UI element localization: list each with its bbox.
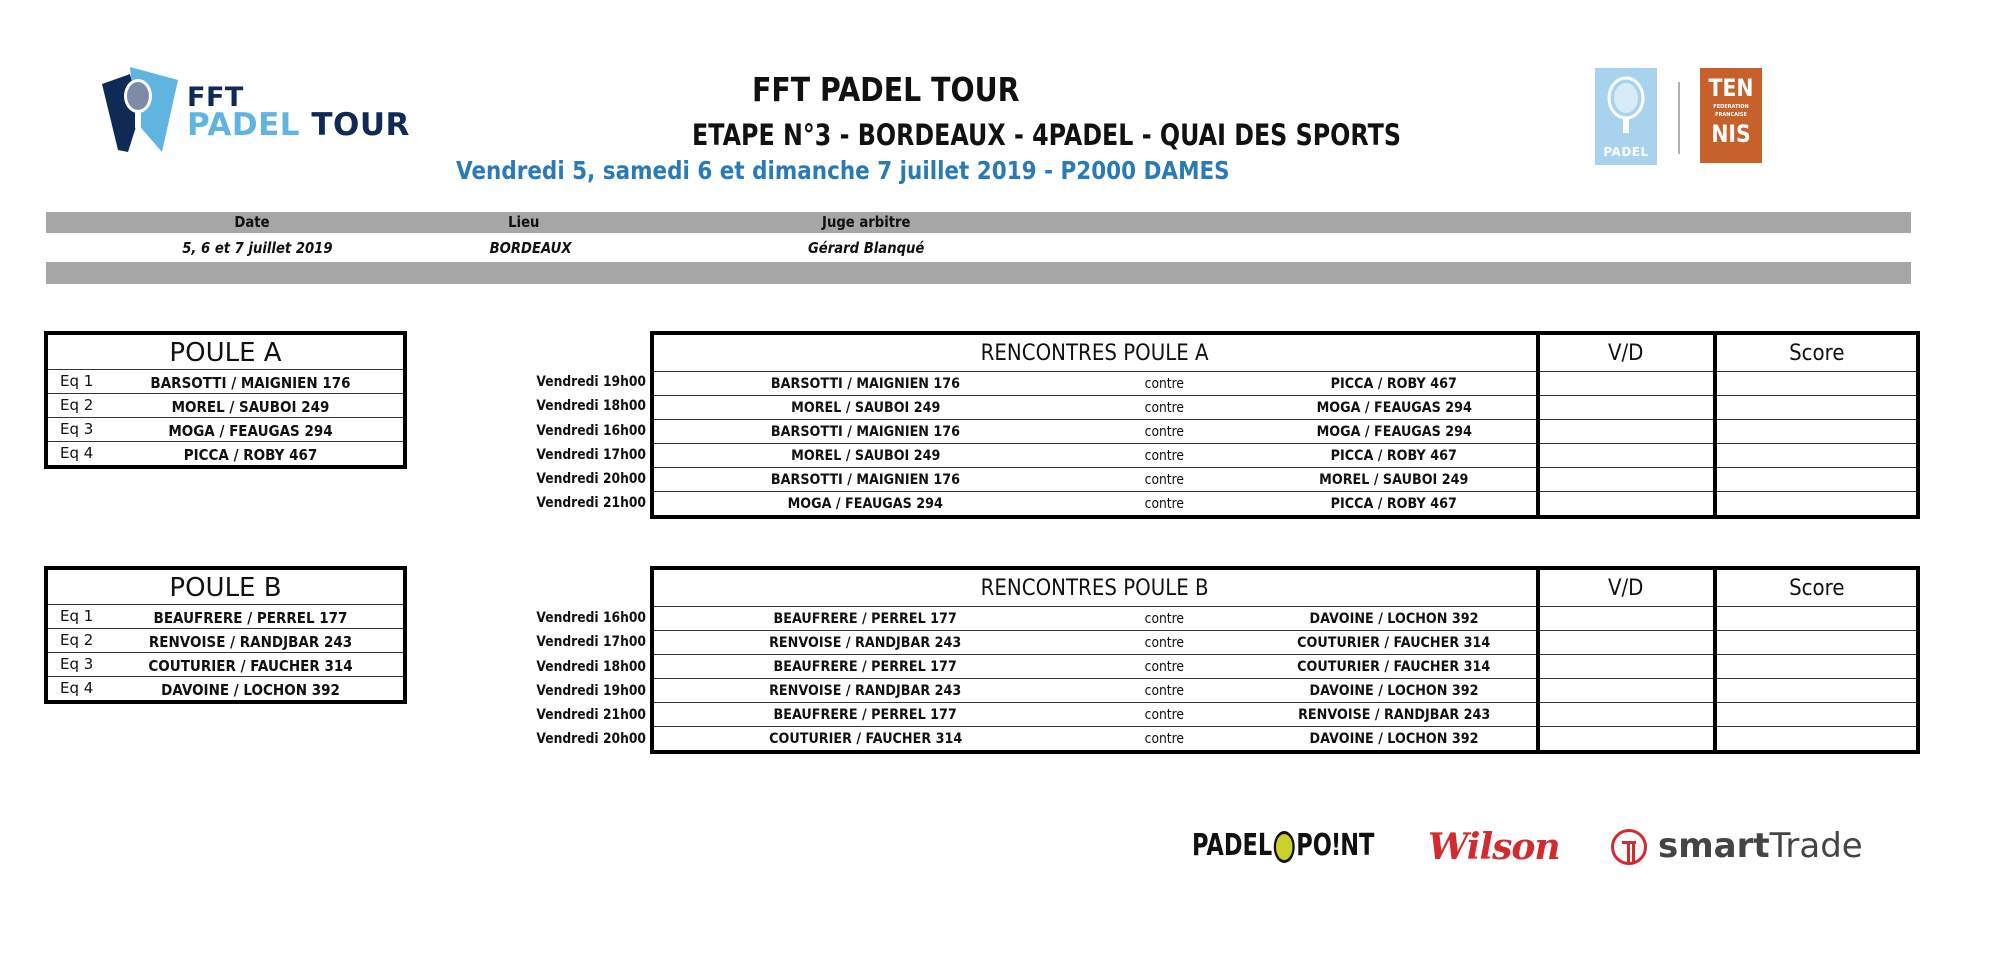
team2-cell: DAVOINE / LOCHON 392 [1309,730,1479,747]
team-name: COUTURIER / FAUCHER 314 [148,657,353,675]
table-row [654,492,1916,516]
match-time: Vendredi 20h00 [536,471,646,488]
score-cell[interactable] [1715,396,1916,420]
event-subtitle: ETAPE N°3 - BORDEAUX - 4PADEL - QUAI DES SPORTS [692,118,1401,152]
poule-b-table [44,566,407,704]
smarttrade-t-icon [1611,829,1647,865]
column-header-score: Score [1715,335,1916,372]
page-title: FFT PADEL TOUR [752,70,1020,109]
team-row [48,418,403,442]
match-time: Vendredi 21h00 [536,495,646,512]
column-header-vd: V/D [1538,570,1715,607]
event-dates: Vendredi 5, samedi 6 et dimanche 7 juillet 2019 - P2000 DAMES [456,156,1230,185]
vd-cell[interactable] [1538,703,1715,727]
match-time: Vendredi 16h00 [536,422,646,439]
match-time: Vendredi 17h00 [536,446,646,463]
poule-a-table [44,331,407,469]
table-row [654,444,1916,468]
info-footer-band [46,262,1911,284]
team1-cell: BEAUFRERE / PERREL 177 [654,655,1077,679]
vd-cell[interactable] [1538,396,1715,420]
poule-a-title: POULE A [48,335,403,370]
padel-racket-icon [1595,72,1657,142]
team-eq: Eq 4 [60,679,94,697]
rencontres-poule-b-table [650,566,1920,754]
versus-cell: contre [1077,420,1253,444]
score-cell[interactable] [1715,492,1916,516]
versus-cell: contre [1077,372,1253,396]
table-row [654,631,1916,655]
match-time: Vendredi 16h00 [536,610,646,626]
padelpoint-text-2: PO [1296,828,1332,863]
team1-cell: BEAUFRERE / PERREL 177 [654,607,1077,631]
fft-padel-tour-logo [100,62,420,157]
score-cell[interactable] [1715,420,1916,444]
table-row [654,607,1916,631]
team-row [48,370,403,394]
poule-b-title: POULE B [48,570,403,605]
score-cell[interactable] [1715,468,1916,492]
team-row [48,605,403,629]
team-eq: Eq 2 [60,396,94,414]
team-row [48,394,403,418]
team-eq: Eq 1 [60,607,94,625]
team-row [48,677,403,700]
match-time: Vendredi 18h00 [536,398,646,415]
team-row [48,442,403,465]
team2-cell: MOGA / FEAUGAS 294 [1253,420,1538,444]
versus-cell: contre [1077,607,1253,631]
score-cell[interactable] [1715,655,1916,679]
fft-logo-bottom: NIS [1711,120,1751,148]
score-cell[interactable] [1715,703,1916,727]
team1-cell: RENVOISE / RANDJBAR 243 [654,631,1077,655]
versus-cell: contre [1077,703,1253,727]
match-time: Vendredi 18h00 [536,658,646,675]
player-icon: ǃ [1331,828,1341,863]
poule-b-match-times [500,606,646,752]
team-eq: Eq 3 [60,655,94,673]
logo-text-padel: PADEL [187,107,301,143]
team-name: RENVOISE / RANDJBAR 243 [148,633,353,651]
table-header-row [654,570,1916,607]
rencontres-title: RENCONTRES POULE B [654,570,1538,607]
score-cell[interactable] [1715,679,1916,703]
team1-cell: MOREL / SAUBOI 249 [654,396,1077,420]
match-time: Vendredi 17h00 [536,634,646,651]
smarttrade-text-bold: smart [1658,826,1770,866]
team-eq: Eq 2 [60,631,94,649]
fft-logo-top: TEN [1708,74,1754,102]
sponsor-smarttrade-logo [1658,826,1863,866]
team2-cell: MOREL / SAUBOI 249 [1253,468,1538,492]
team1-cell: BARSOTTI / MAIGNIEN 176 [654,420,1077,444]
table-header-row [654,335,1916,372]
versus-cell: contre [1077,655,1253,679]
table-row [654,727,1916,751]
vd-cell[interactable] [1538,444,1715,468]
team-name: DAVOINE / LOCHON 392 [161,681,340,699]
versus-cell: contre [1077,396,1253,420]
padel-logo [1595,68,1657,165]
match-time: Vendredi 19h00 [536,682,646,699]
team-name: BEAUFRERE / PERREL 177 [153,609,348,627]
score-cell[interactable] [1715,727,1916,751]
versus-cell: contre [1145,730,1185,747]
vd-cell[interactable] [1538,492,1715,516]
rencontres-title: RENCONTRES POULE A [654,335,1538,372]
team2-cell: DAVOINE / LOCHON 392 [1253,679,1538,703]
versus-cell: contre [1145,495,1185,512]
score-cell[interactable] [1715,444,1916,468]
logo-divider [1678,82,1680,154]
info-header-band [46,212,1911,233]
table-row [654,372,1916,396]
team-name: MOGA / FEAUGAS 294 [168,422,333,440]
padel-ball-icon [1274,831,1295,863]
vd-cell[interactable] [1538,372,1715,396]
table-row [654,420,1916,444]
team1-cell: BARSOTTI / MAIGNIEN 176 [654,468,1077,492]
fft-tennis-logo [1700,68,1762,163]
table-row [654,396,1916,420]
score-cell[interactable] [1715,372,1916,396]
versus-cell: contre [1077,444,1253,468]
logo-text-padel-tour [187,107,410,143]
column-header-vd: V/D [1538,335,1715,372]
team2-cell: MOGA / FEAUGAS 294 [1253,396,1538,420]
fft-logo-mid2: FRANCAISE [1715,112,1747,118]
team1-cell: BARSOTTI / MAIGNIEN 176 [654,372,1077,396]
column-header-score: Score [1715,570,1916,607]
table-row [654,679,1916,703]
versus-cell: contre [1077,679,1253,703]
sponsor-wilson-logo: Wilson [1428,826,1560,868]
padel-racket-logo-icon [100,62,180,157]
vd-cell[interactable] [1538,631,1715,655]
team-eq: Eq 3 [60,420,94,438]
team2-cell: COUTURIER / FAUCHER 314 [1253,655,1538,679]
vd-cell[interactable] [1538,420,1715,444]
padel-logo-label: PADEL [1603,145,1649,159]
team2-cell: PICCA / ROBY 467 [1253,444,1538,468]
team-name: MOREL / SAUBOI 249 [171,398,330,416]
team2-cell: RENVOISE / RANDJBAR 243 [1253,703,1538,727]
info-label-juge: Juge arbitre [822,213,911,231]
team1-cell: COUTURIER / FAUCHER 314 [768,730,962,747]
padelpoint-text-3: NT [1340,828,1375,863]
match-time: Vendredi 19h00 [536,374,646,390]
team-eq: Eq 1 [60,372,94,390]
versus-cell: contre [1077,468,1253,492]
team2-cell: PICCA / ROBY 467 [1253,372,1538,396]
team2-cell: COUTURIER / FAUCHER 314 [1253,631,1538,655]
team-name: PICCA / ROBY 467 [183,446,318,464]
info-value-juge: Gérard Blanqué [807,239,925,257]
team2-cell: DAVOINE / LOCHON 392 [1253,607,1538,631]
team1-cell: BEAUFRERE / PERREL 177 [654,703,1077,727]
sponsor-padelpoint-logo [1192,828,1374,863]
vd-cell[interactable] [1538,679,1715,703]
table-row [654,703,1916,727]
team1-cell: MOREL / SAUBOI 249 [654,444,1077,468]
table-row [654,468,1916,492]
info-value-lieu: BORDEAUX [489,239,572,257]
fft-logo-mid1: FEDERATION [1713,104,1749,110]
team-row [48,653,403,677]
team-row [48,629,403,653]
padelpoint-text-1: PADEL [1192,828,1273,863]
team2-cell: PICCA / ROBY 467 [1331,495,1458,512]
versus-cell: contre [1077,631,1253,655]
vd-cell[interactable] [1538,727,1715,751]
vd-cell[interactable] [1538,468,1715,492]
match-time: Vendredi 20h00 [536,731,646,748]
score-cell[interactable] [1715,631,1916,655]
vd-cell[interactable] [1538,607,1715,631]
logo-text-fft: FFT [187,82,244,113]
info-value-date: 5, 6 et 7 juillet 2019 [182,239,333,257]
poule-a-match-times [500,370,646,516]
logo-text-tour: TOUR [311,107,410,143]
info-label-date: Date [234,213,270,231]
rencontres-poule-a-table [650,331,1920,519]
team1-cell: MOGA / FEAUGAS 294 [787,495,944,512]
match-time: Vendredi 21h00 [536,707,646,724]
team1-cell: RENVOISE / RANDJBAR 243 [654,679,1077,703]
smarttrade-text-light: Trade [1769,826,1863,866]
team-eq: Eq 4 [60,444,94,462]
table-row [654,655,1916,679]
vd-cell[interactable] [1538,655,1715,679]
info-label-lieu: Lieu [508,213,540,231]
team-name: BARSOTTI / MAIGNIEN 176 [150,374,351,392]
score-cell[interactable] [1715,607,1916,631]
